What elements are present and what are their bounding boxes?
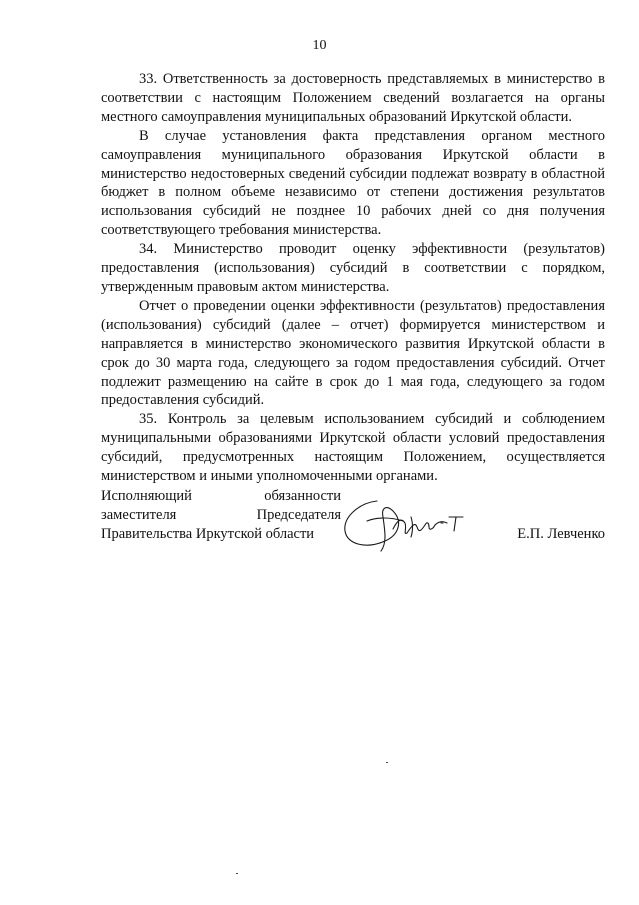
scan-speck [386, 762, 388, 763]
signatory-title-line: заместителя Председателя [101, 506, 341, 523]
paragraph-33: 33. Ответственность за достоверность представляемых в министерство в соответствии с настоящим Положением сведений возлагается на органы местного самоуправления муниципальных образований Иркутской области. [101, 71, 605, 125]
page-number: 10 [312, 38, 327, 53]
paragraph-34-report: Отчет о проведении оценки эффективности (результатов) предоставления (использования) субсидий (далее – отчет) формируется министерством и направляется в министерство экономического развития Иркутской области в срок до 30 марта года, следующего за годом предоставления субсидий. Отчет подлежит размещению на сайте в срок до 1 мая года, следующего за годом предоставления субсидий. [101, 297, 605, 409]
signatory-name: Е.П. Левченко [517, 525, 605, 542]
signature-block [101, 487, 605, 557]
paragraph-34: 34. Министерство проводит оценку эффективности (результатов) предоставления (использования) субсидий в соответствии с порядком, утвержденным правовым актом министерства. [101, 241, 605, 295]
paragraph-35: 35. Контроль за целевым использованием субсидий и соблюдением муниципальными образованиями Иркутской области условий предоставления субсидий, предусмотренных настоящим Положением, осуществляется министерством и иными уполномоченными органами. [101, 411, 605, 485]
paragraph-33-continued: В случае установления факта представления органом местного самоуправления муниципального образования Иркутской области в министерство недостоверных сведений субсидии подлежат возврату в областной бюджет в полном объеме независимо от степени достижения результатов использования субсидий не позднее 10 рабочих дней со дня получения соответствующего требования министерства. [101, 127, 605, 239]
scan-speck [236, 873, 238, 874]
handwritten-signature [337, 487, 477, 557]
document-body [101, 70, 605, 486]
signatory-title [101, 487, 341, 544]
signatory-title-line: Правительства Иркутской области [101, 525, 315, 542]
signatory-title-line: Исполняющий обязанности [101, 488, 341, 504]
